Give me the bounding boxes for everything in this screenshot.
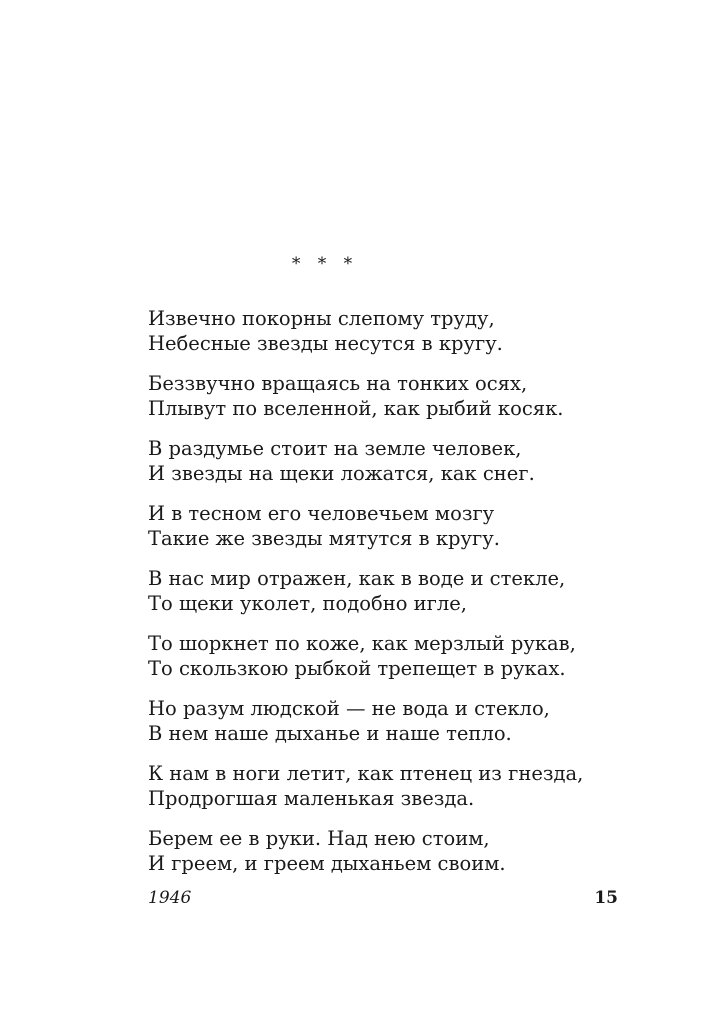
stanza: [148, 761, 628, 811]
poem-line: И в тесном его человечьем мозгу: [148, 502, 495, 525]
stanza: [148, 436, 628, 486]
poem-line: В раздумье стоит на земле человек,: [148, 437, 522, 460]
poem-line: И греем, и греем дыханьем своим.: [148, 852, 506, 875]
poem-line: К нам в ноги летит, как птенец из гнезда,: [148, 762, 584, 785]
poem-line: То щеки уколет, подобно игле,: [148, 592, 468, 615]
poem-line: И звезды на щеки ложатся, как снег.: [148, 462, 535, 485]
stanza: [148, 696, 628, 746]
poem-line: Продрогшая маленькая звезда.: [148, 787, 475, 810]
stanza: [148, 306, 628, 356]
poem-body: [148, 306, 628, 891]
stanza: [148, 566, 628, 616]
stanza: [148, 631, 628, 681]
poem-line: Извечно покорны слепому труду,: [148, 307, 495, 330]
stanza: [148, 826, 628, 876]
poem-line: В нем наше дыханье и наше тепло.: [148, 722, 512, 745]
poem-date: 1946: [148, 888, 192, 908]
poem-line: Беззвучно вращаясь на тонких осях,: [148, 372, 528, 395]
page-number: 15: [594, 888, 618, 908]
section-ornament: * * *: [291, 254, 359, 274]
poem-line: В нас мир отражен, как в воде и стекле,: [148, 567, 566, 590]
stanza: [148, 371, 628, 421]
poem-line: Такие же звезды мятутся в кругу.: [148, 527, 500, 550]
poem-line: Небесные звезды несутся в кругу.: [148, 332, 503, 355]
poem-line: То скользкою рыбкой трепещет в руках.: [148, 657, 566, 680]
poem-line: Но разум людской — не вода и стекло,: [148, 697, 550, 720]
poem-line: То шоркнет по коже, как мерзлый рукав,: [148, 632, 576, 655]
poem-line: Берем ее в руки. Над нею стоим,: [148, 827, 490, 850]
page-footer: [148, 886, 618, 910]
stanza: [148, 501, 628, 551]
poem-line: Плывут по вселенной, как рыбий косяк.: [148, 397, 564, 420]
